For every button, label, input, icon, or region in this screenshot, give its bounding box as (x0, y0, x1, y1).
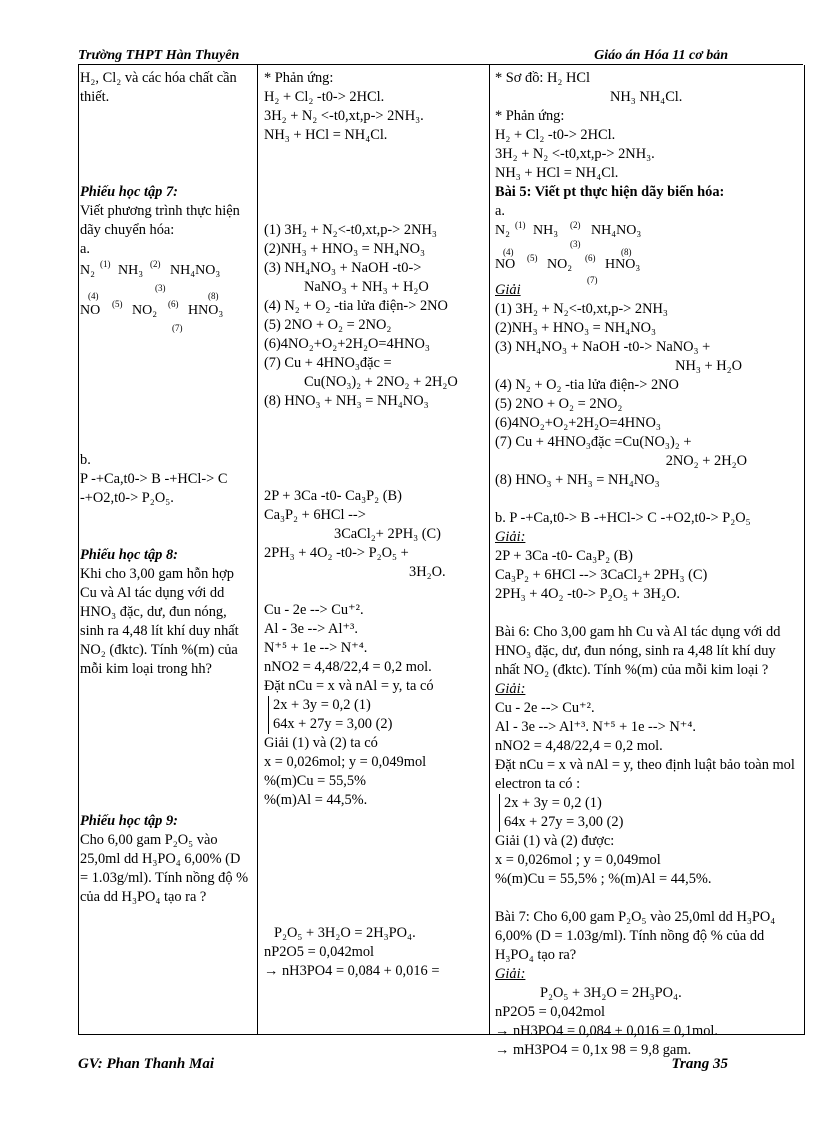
solution-line: nP2O5 = 0,042mol (495, 1004, 606, 1020)
diagram-step-5: (5) (112, 299, 123, 309)
solution-line: → nH3PO4 = 0,084 + 0,016 = (264, 963, 440, 979)
diagram-step-4: (4) (88, 291, 99, 301)
solution-line: → mH3PO4 = 0,1x 98 = 9,8 gam. (495, 1042, 692, 1058)
solution-line: Đặt nCu = x và nAl = y, ta có (264, 678, 434, 694)
diagram-n2: N₂ (495, 223, 510, 238)
school-name: Trường THPT Hàn Thuyên (78, 48, 240, 63)
solution-line: Al - 3e --> Al⁺³. (264, 621, 358, 637)
column-divider-2 (489, 65, 490, 1034)
diagram-step-4: (4) (503, 247, 514, 257)
diagram-step-7: (7) (587, 275, 598, 285)
diagram-step-3: (3) (570, 239, 581, 249)
solution-line: Giải (1) và (2) ta có (264, 735, 378, 751)
reaction-line: 3H₂ + N₂ <-t0,xt,p-> 2NH₃. (264, 108, 424, 124)
reaction-heading: * Phản ứng: (264, 70, 334, 86)
materials-text: H₂, Cl₂ và các hóa chất cần thiết. (80, 70, 237, 105)
solution-line: Giải (1) và (2) được: (495, 833, 615, 849)
worksheet-9-text: Cho 6,00 gam P₂O₅ vào 25,0ml dd H₃PO₄ 6,00% (D = 1.03g/ml). Tính nồng độ % của dd H₃PO₄ tạo ra ? (80, 832, 249, 905)
reaction-line: (4) N₂ + O₂ -tia lửa điện-> 2NO (495, 377, 679, 393)
reaction-heading: * Phản ứng: (495, 108, 565, 124)
reaction-line: 2NO₂ + 2H₂O (665, 453, 747, 469)
subject-title: Giáo án Hóa 11 cơ bản (594, 48, 728, 63)
reaction-line: 2PH₃ + 4O₂ -t0-> P₂O₅ + 3H₂O. (495, 586, 680, 602)
diagram-step-5: (5) (527, 253, 538, 263)
solution-line: Cu - 2e --> Cu⁺². (495, 700, 595, 716)
scheme-b-line1: P -+Ca,t0-> B -+HCl-> C (80, 471, 228, 487)
reaction-line: (5) 2NO + O₂ = 2NO₂ (264, 317, 392, 333)
exercise-6-text (495, 623, 797, 680)
diagram-no2: NO₂ (132, 303, 158, 318)
exercise-5-part-b: b. P -+Ca,t0-> B -+HCl-> C -+O2,t0-> P₂O₅ (495, 510, 751, 526)
worksheet-8-text: Khi cho 3,00 gam hỗn hợp Cu và Al tác dụng với dd HNO₃ đặc, dư, đun nóng, sinh ra 4,48 lít khí duy nhất NO₂ (đktc). Tính %(m) của mỗi kim loại trong hh? (80, 566, 239, 677)
reaction-line: NH₃ + H₂O (675, 358, 742, 374)
reaction-line: H₂ + Cl₂ -t0-> 2HCl. (495, 127, 616, 143)
exercise-6-body: Bài 6: Cho 3,00 gam hh Cu và Al tác dụng với dd HNO₃ đặc, dư, đun nóng, sinh ra 4,48 lít khí duy nhất NO₂ (đktc). Tính %(m) của mỗi kim loại ? (495, 624, 781, 678)
diagram-no2: NO₂ (547, 257, 573, 272)
solution-line: P₂O₅ + 3H₂O = 2H₃PO₄. (274, 925, 416, 941)
reaction-line: 3H₂ + N₂ <-t0,xt,p-> 2NH₃. (495, 146, 655, 162)
reaction-line: (1) 3H₂ + N₂<-t0,xt,p-> 2NH₃ (264, 222, 437, 238)
diagram-step-8: (8) (208, 291, 219, 301)
solution-line: nNO2 = 4,48/22,4 = 0,2 mol. (495, 738, 663, 754)
solution-line: Al - 3e --> Al⁺³. N⁺⁵ + 1e --> N⁺⁴. (495, 719, 696, 735)
conversion-diagram-2 (495, 220, 797, 285)
reaction-line: (2)NH₃ + HNO₃ = NH₄NO₃ (495, 320, 657, 336)
solution-line: P₂O₅ + 3H₂O = 2H₃PO₄. (540, 985, 682, 1001)
reaction-line: (8) HNO₃ + NH₃ = NH₄NO₃ (495, 472, 660, 488)
reaction-line: (6)4NO₂+O₂+2H₂O=4HNO₃ (264, 336, 430, 352)
diagram-step-8: (8) (621, 247, 632, 257)
system-eq-2: 64x + 27y = 3,00 (2) (499, 813, 797, 832)
exercise-7-text: Bài 7: Cho 6,00 gam P₂O₅ vào 25,0ml dd H₃PO₄ 6,00% (D = 1.03g/ml). Tính nồng độ % của dd H₃PO₄ tạo ra? (495, 909, 776, 963)
column-activities (80, 69, 252, 907)
system-eq-1: 2x + 3y = 0,2 (1) (499, 794, 797, 813)
reaction-line: (7) Cu + 4HNO₃đặc =Cu(NO₃)₂ + (495, 434, 692, 450)
solution-line: Đặt nCu = x và nAl = y, theo định luật bảo toàn mol electron ta có : (495, 757, 795, 792)
scheme-b-line2: -+O2,t0-> P₂O₅. (80, 490, 174, 506)
reaction-line: 2P + 3Ca -t0- Ca₃P₂ (B) (264, 488, 402, 504)
diagram-step-1: (1) (515, 220, 526, 230)
solution-line: %(m)Al = 44,5%. (264, 792, 368, 808)
diagram-no: NO (80, 303, 101, 318)
diagram-hno3: HNO₃ (605, 257, 641, 272)
solution-label: Giải: (495, 681, 526, 697)
reaction-line: 3CaCl₂+ 2PH₃ (C) (334, 526, 441, 542)
reaction-line: 2P + 3Ca -t0- Ca₃P₂ (B) (495, 548, 633, 564)
scheme-line: NH₃ NH₄Cl. (610, 89, 683, 105)
solution-line: x = 0,026mol ; y = 0,049mol (495, 852, 661, 868)
solution-line: x = 0,026mol; y = 0,049mol (264, 754, 427, 770)
diagram-step-2: (2) (150, 259, 161, 269)
reaction-line: (5) 2NO + O₂ = 2NO₂ (495, 396, 623, 412)
page-footer (78, 1056, 728, 1074)
reaction-line: (3) NH₄NO₃ + NaOH -t0-> NaNO₃ + (495, 339, 711, 355)
reaction-line: NH₃ + HCl = NH₄Cl. (264, 127, 388, 143)
reaction-line: (1) 3H₂ + N₂<-t0,xt,p-> 2NH₃ (495, 301, 668, 317)
reaction-line: (7) Cu + 4HNO₃đặc = (264, 355, 392, 371)
solution-line: N⁺⁵ + 1e --> N⁺⁴. (264, 640, 368, 656)
diagram-n2: N₂ (80, 263, 95, 278)
solution-line: nNO2 = 4,48/22,4 = 0,2 mol. (264, 659, 432, 675)
reaction-line: (4) N₂ + O₂ -tia lửa điện-> 2NO (264, 298, 448, 314)
solution-line: Cu - 2e --> Cu⁺². (264, 602, 364, 618)
worksheet-7-part-b: b. (80, 452, 91, 468)
worksheet-8-title: Phiếu học tập 8: (80, 547, 178, 563)
diagram-step-1: (1) (100, 259, 111, 269)
diagram-nh4no3: NH₄NO₃ (170, 263, 221, 278)
teacher-name: GV: Phan Thanh Mai (78, 1056, 215, 1072)
worksheet-7-text: Viết phương trình thực hiện dãy chuyển hóa: (80, 203, 240, 238)
reaction-line: NH₃ + HCl = NH₄Cl. (495, 165, 619, 181)
diagram-step-2: (2) (570, 220, 581, 230)
reaction-line: Cu(NO₃)₂ + 2NO₂ + 2H₂O (304, 374, 458, 390)
solution-label: Giải: (495, 966, 526, 982)
exercise-5-part-a: a. (495, 203, 505, 219)
solution-line: nP2O5 = 0,042mol (264, 944, 375, 960)
column-student-notes (495, 69, 797, 1060)
reaction-line: (8) HNO₃ + NH₃ = NH₄NO₃ (264, 393, 429, 409)
system-eq-1: 2x + 3y = 0,2 (1) (268, 696, 486, 715)
diagram-nh3: NH₃ (533, 223, 559, 238)
solution-line: %(m)Cu = 55,5% ; %(m)Al = 44,5%. (495, 871, 712, 887)
reaction-line: 2PH₃ + 4O₂ -t0-> P₂O₅ + (264, 545, 409, 561)
diagram-no: NO (495, 257, 516, 272)
solution-label: Giải: (495, 529, 526, 545)
column-reactions (264, 69, 486, 981)
diagram-hno3: HNO₃ (188, 303, 224, 318)
exercise-5-title: Bài 5: Viết pt thực hiện dãy biến hóa: (495, 184, 725, 200)
reaction-line: Ca₃P₂ + 6HCl --> (264, 507, 366, 523)
scheme-line: * Sơ đồ: H₂ HCl (495, 70, 590, 86)
diagram-nh3: NH₃ (118, 263, 144, 278)
worksheet-7-part-a: a. (80, 241, 90, 257)
reaction-line: 3H₂O. (409, 564, 446, 580)
solution-line: → nH3PO4 = 0,084 + 0,016 = 0,1mol. (495, 1023, 719, 1039)
worksheet-7-title: Phiếu học tập 7: (80, 184, 178, 200)
diagram-step-3: (3) (155, 283, 166, 293)
reaction-line: (6)4NO₂+O₂+2H₂O=4HNO₃ (495, 415, 661, 431)
reaction-line: (2)NH₃ + HNO₃ = NH₄NO₃ (264, 241, 426, 257)
column-divider-1 (257, 65, 258, 1034)
diagram-step-7: (7) (172, 323, 183, 333)
page-number: Trang 35 (671, 1056, 728, 1072)
diagram-step-6: (6) (168, 299, 179, 309)
reaction-line: (3) NH₄NO₃ + NaOH -t0-> (264, 260, 422, 276)
reaction-line: H₂ + Cl₂ -t0-> 2HCl. (264, 89, 385, 105)
diagram-step-6: (6) (585, 253, 596, 263)
system-eq-2: 64x + 27y = 3,00 (2) (268, 715, 486, 734)
solution-line: %(m)Cu = 55,5% (264, 773, 367, 789)
page-header (78, 48, 728, 64)
reaction-line: Ca₃P₂ + 6HCl --> 3CaCl₂+ 2PH₃ (C) (495, 567, 708, 583)
worksheet-9-title: Phiếu học tập 9: (80, 813, 178, 829)
diagram-nh4no3: NH₄NO₃ (591, 223, 642, 238)
reaction-line: NaNO₃ + NH₃ + H₂O (304, 279, 429, 295)
solution-label: Giải (495, 282, 521, 298)
conversion-diagram (80, 259, 252, 337)
